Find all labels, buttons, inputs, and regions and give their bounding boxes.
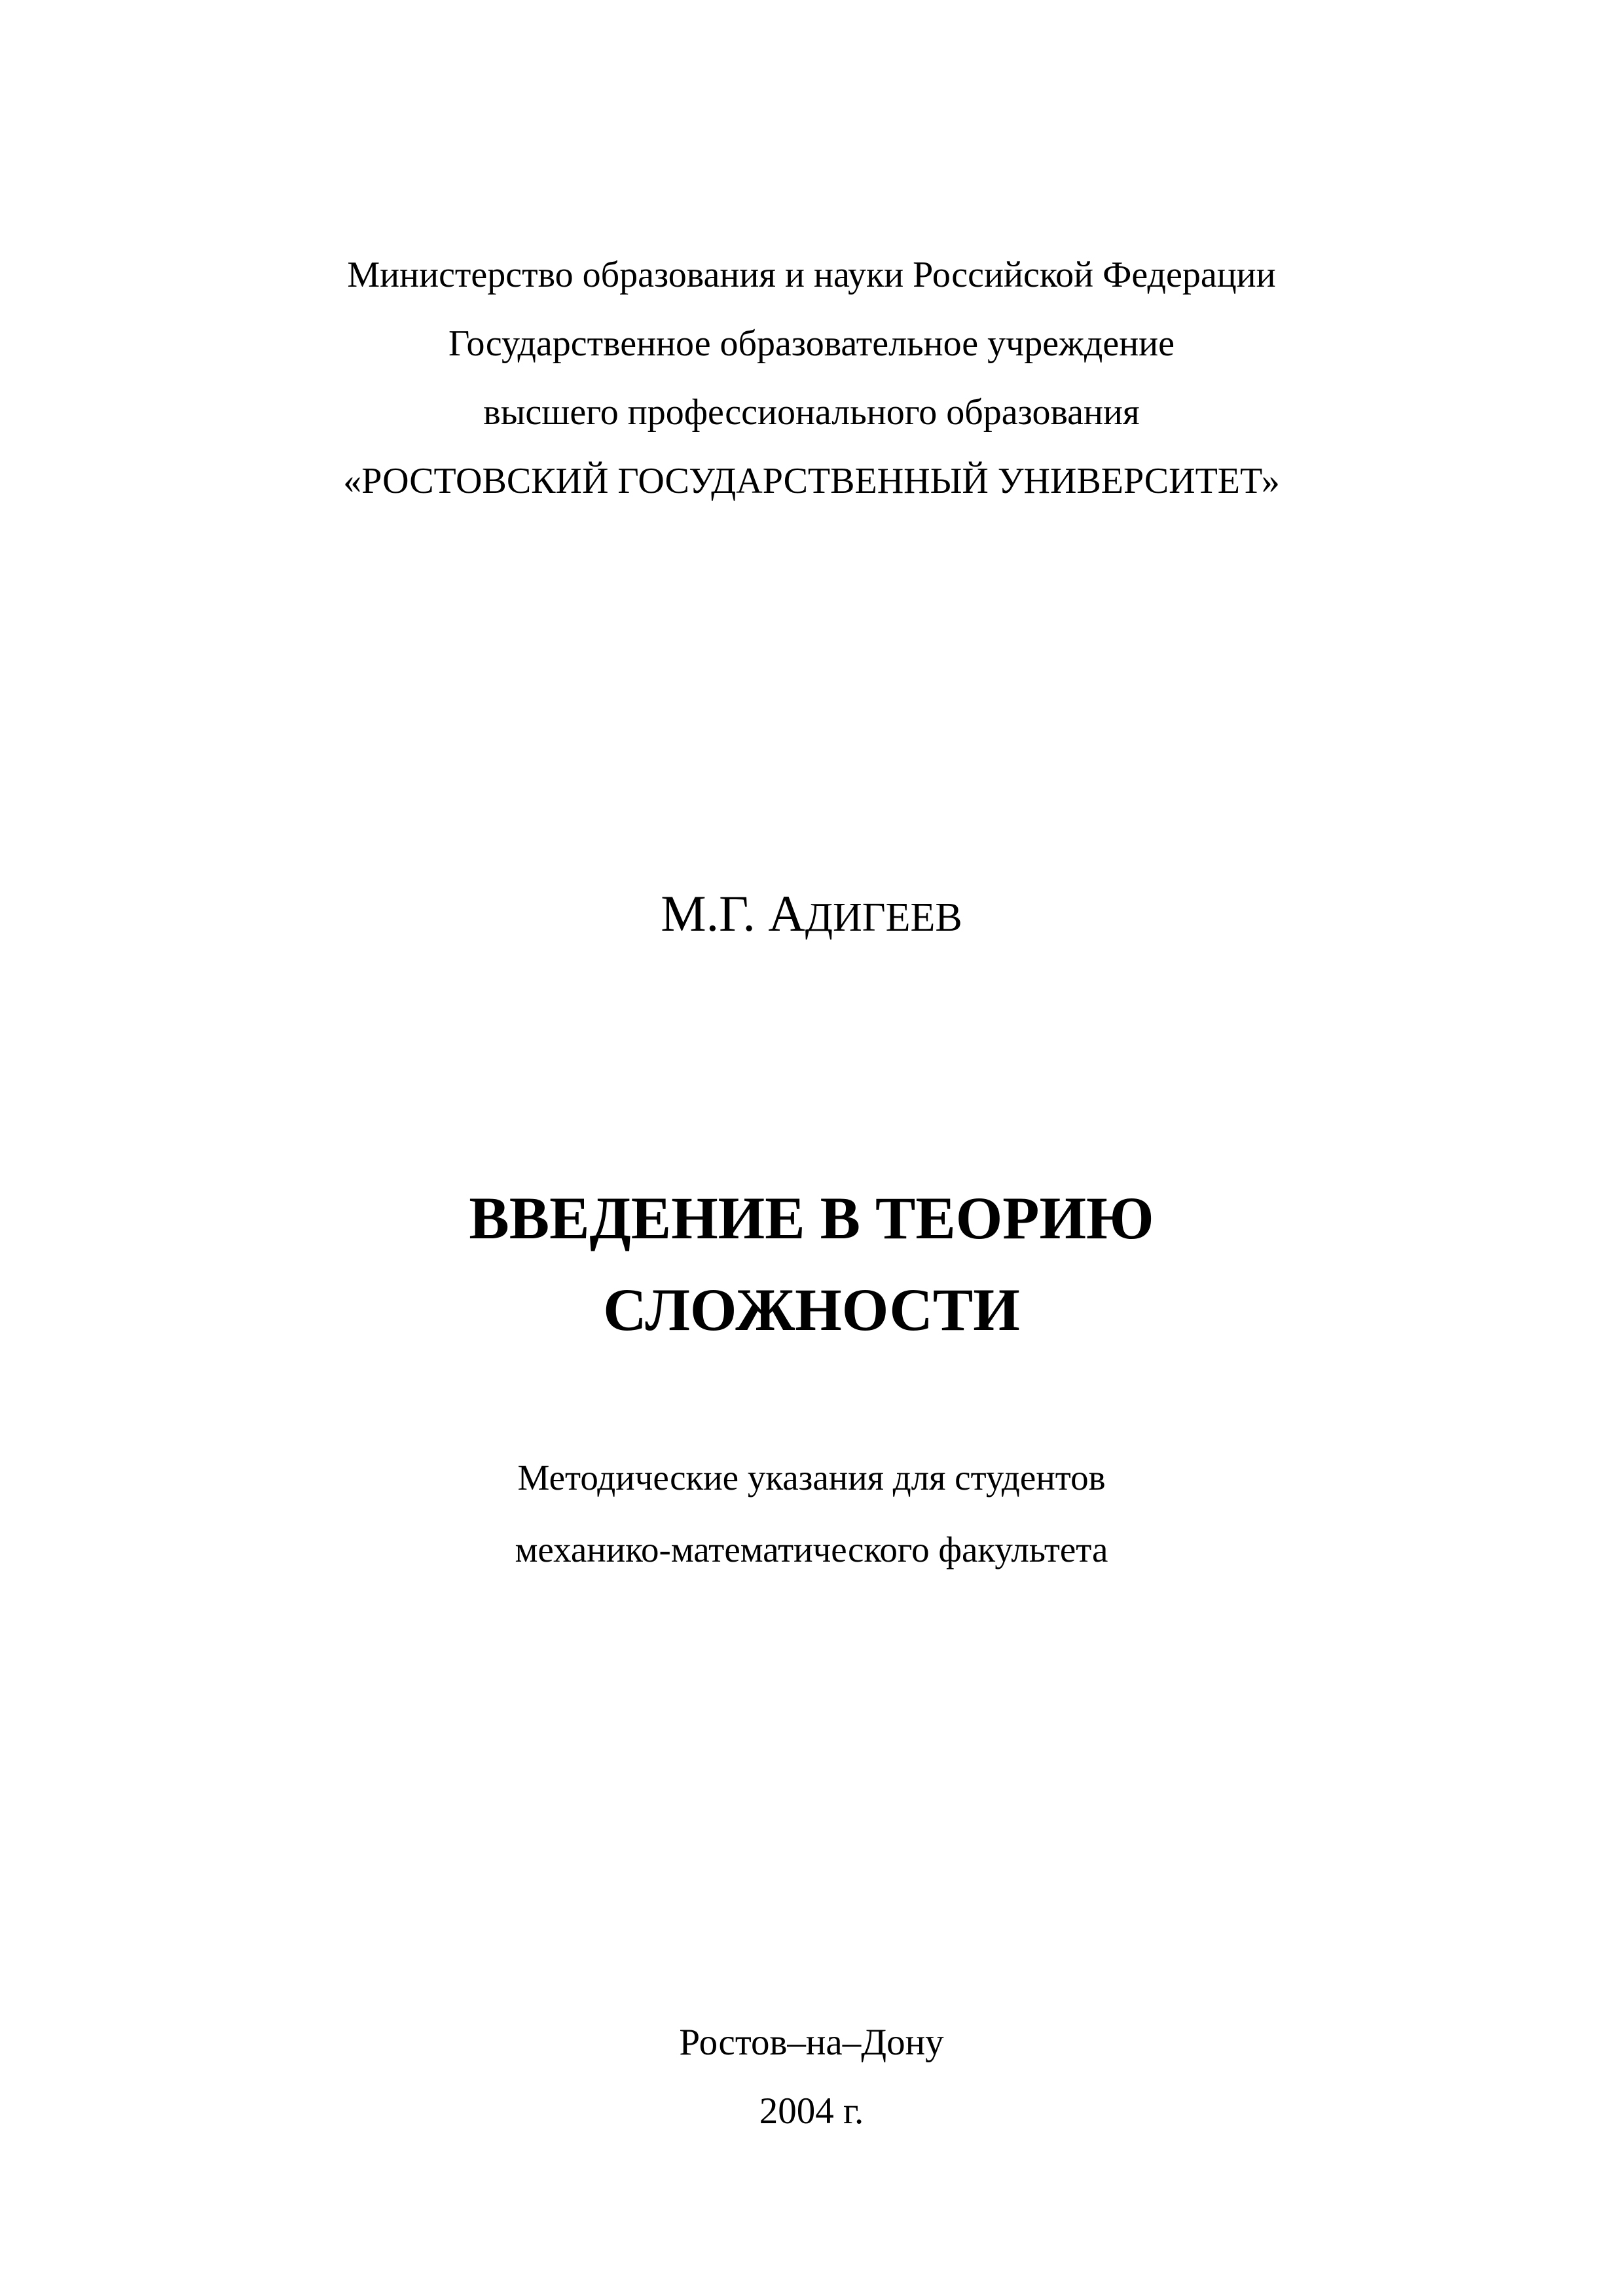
author-initials: М.Г. А: [661, 885, 805, 942]
author-name: [0, 885, 1623, 942]
title-line-1: ВВЕДЕНИЕ В ТЕОРИЮ: [469, 1185, 1154, 1251]
author-surname-small-caps: ДИГЕЕВ: [805, 895, 962, 940]
title-line-2: СЛОЖНОСТИ: [603, 1276, 1020, 1343]
ministry-line: Министерство образования и науки Российской Федерации: [347, 255, 1276, 295]
subtitle-line-1: Методические указания для студентов: [517, 1458, 1106, 1498]
university-name-line: «РОСТОВСКИЙ ГОСУДАРСТВЕННЫЙ УНИВЕРСИТЕТ»: [343, 461, 1280, 501]
education-level-line: высшего профессионального образования: [483, 392, 1140, 433]
institution-type-line: Государственное образовательное учреждение: [448, 323, 1175, 364]
publication-year: 2004 г.: [759, 2090, 864, 2132]
publication-city: Ростов–на–Дону: [679, 2022, 944, 2063]
subtitle-line-2: механико-математического факультета: [515, 1530, 1108, 1570]
